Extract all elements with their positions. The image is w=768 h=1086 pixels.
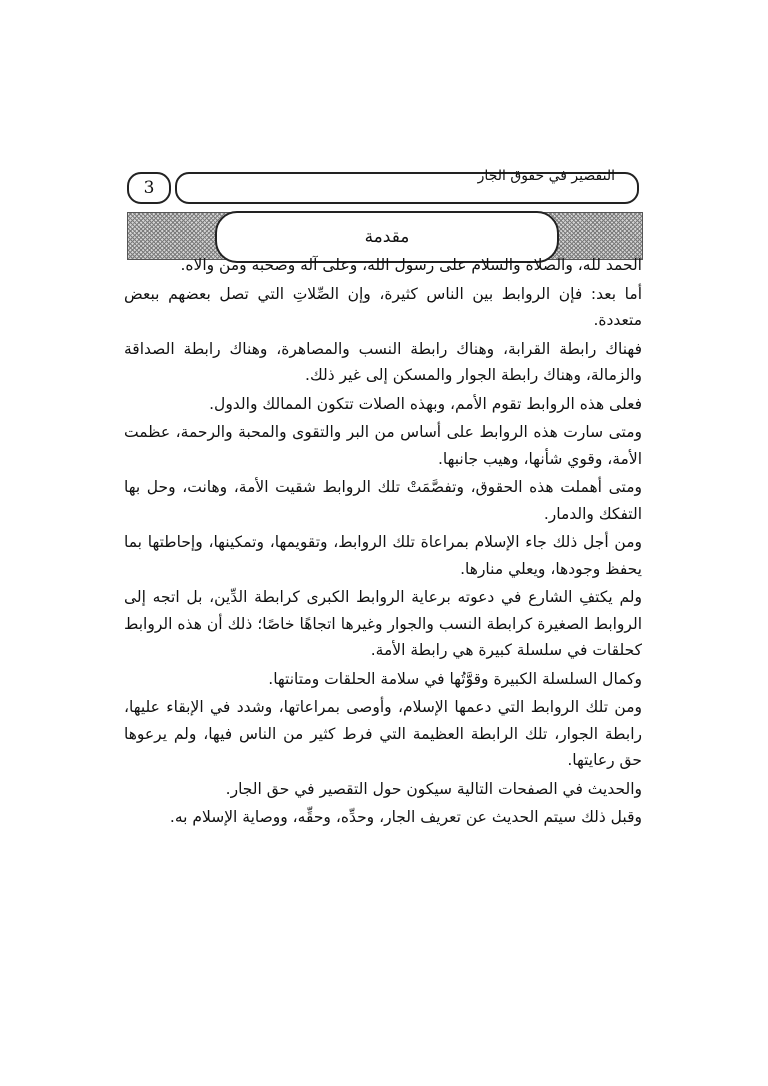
paragraph: ولم يكتفِ الشارع في دعوته برعاية الروابط الكبرى كرابطة الدِّين، بل اتجه إلى الروابط الصغيرة كرابطة النسب والجوار وغيرها اتجاهًا خاصًا؛ ذلك أن هذه الروابط كحلقات في سلسلة كبيرة هي رابطة الأمة. xyxy=(124,588,642,659)
paragraph: وقبل ذلك سيتم الحديث عن تعريف الجار، وحدِّه، وحقِّه، ووصاية الإسلام به. xyxy=(169,808,642,826)
paragraph: أما بعد: فإن الروابط بين الناس كثيرة، وإن الصِّلاتِ التي تصل بعضهم ببعض متعددة. xyxy=(124,284,642,329)
paragraph: فهناك رابطة القرابة، وهناك رابطة النسب والمصاهرة، وهناك رابطة الصداقة والزمالة، وهناك رابطة الجوار والمسكن إلى غير ذلك. xyxy=(124,339,642,384)
paragraph: فعلى هذه الروابط تقوم الأمم، وبهذه الصلات تتكون الممالك والدول. xyxy=(209,394,642,413)
body-text xyxy=(124,252,642,833)
page-number: 3 xyxy=(143,178,155,198)
page-header xyxy=(127,168,641,206)
paragraph: الحمد لله، والصلاة والسلام على رسول الله، وعلى آله وصحبه ومن والاه. xyxy=(180,256,642,274)
page-number-box xyxy=(127,172,171,204)
section-title: مقدمة xyxy=(364,227,410,247)
running-title: التقصير في حقوق الجار xyxy=(477,168,615,184)
paragraph: ومن تلك الروابط التي دعمها الإسلام، وأوصى بمراعاتها، وشدد في الإبقاء عليها، رابطة الجوار، تلك الرابطة العظيمة التي فرط كثير من الناس فيها، ولم يرعوها حق رعايتها. xyxy=(124,698,642,769)
paragraph: ومتى سارت هذه الروابط على أساس من البر والتقوى والمحبة والرحمة، عظمت الأمة، وقوي شأنها، وهيب جانبها. xyxy=(124,423,642,468)
paragraph: ومتى أهملت هذه الحقوق، وتفصَّمَتْ تلك الروابط شقيت الأمة، وهانت، وحل بها التفكك والدمار. xyxy=(124,478,642,523)
paragraph: وكمال السلسلة الكبيرة وقوَّتُها في سلامة الحلقات ومتانتها. xyxy=(268,669,642,688)
paragraph: والحديث في الصفحات التالية سيكون حول التقصير في حق الجار. xyxy=(225,779,642,798)
running-title-box xyxy=(175,168,639,204)
paragraph: ومن أجل ذلك جاء الإسلام بمراعاة تلك الروابط، وتقويمها، وتمكينها، وإحاطتها بما يحفظ وجودها، ويعلي منارها. xyxy=(124,533,642,578)
